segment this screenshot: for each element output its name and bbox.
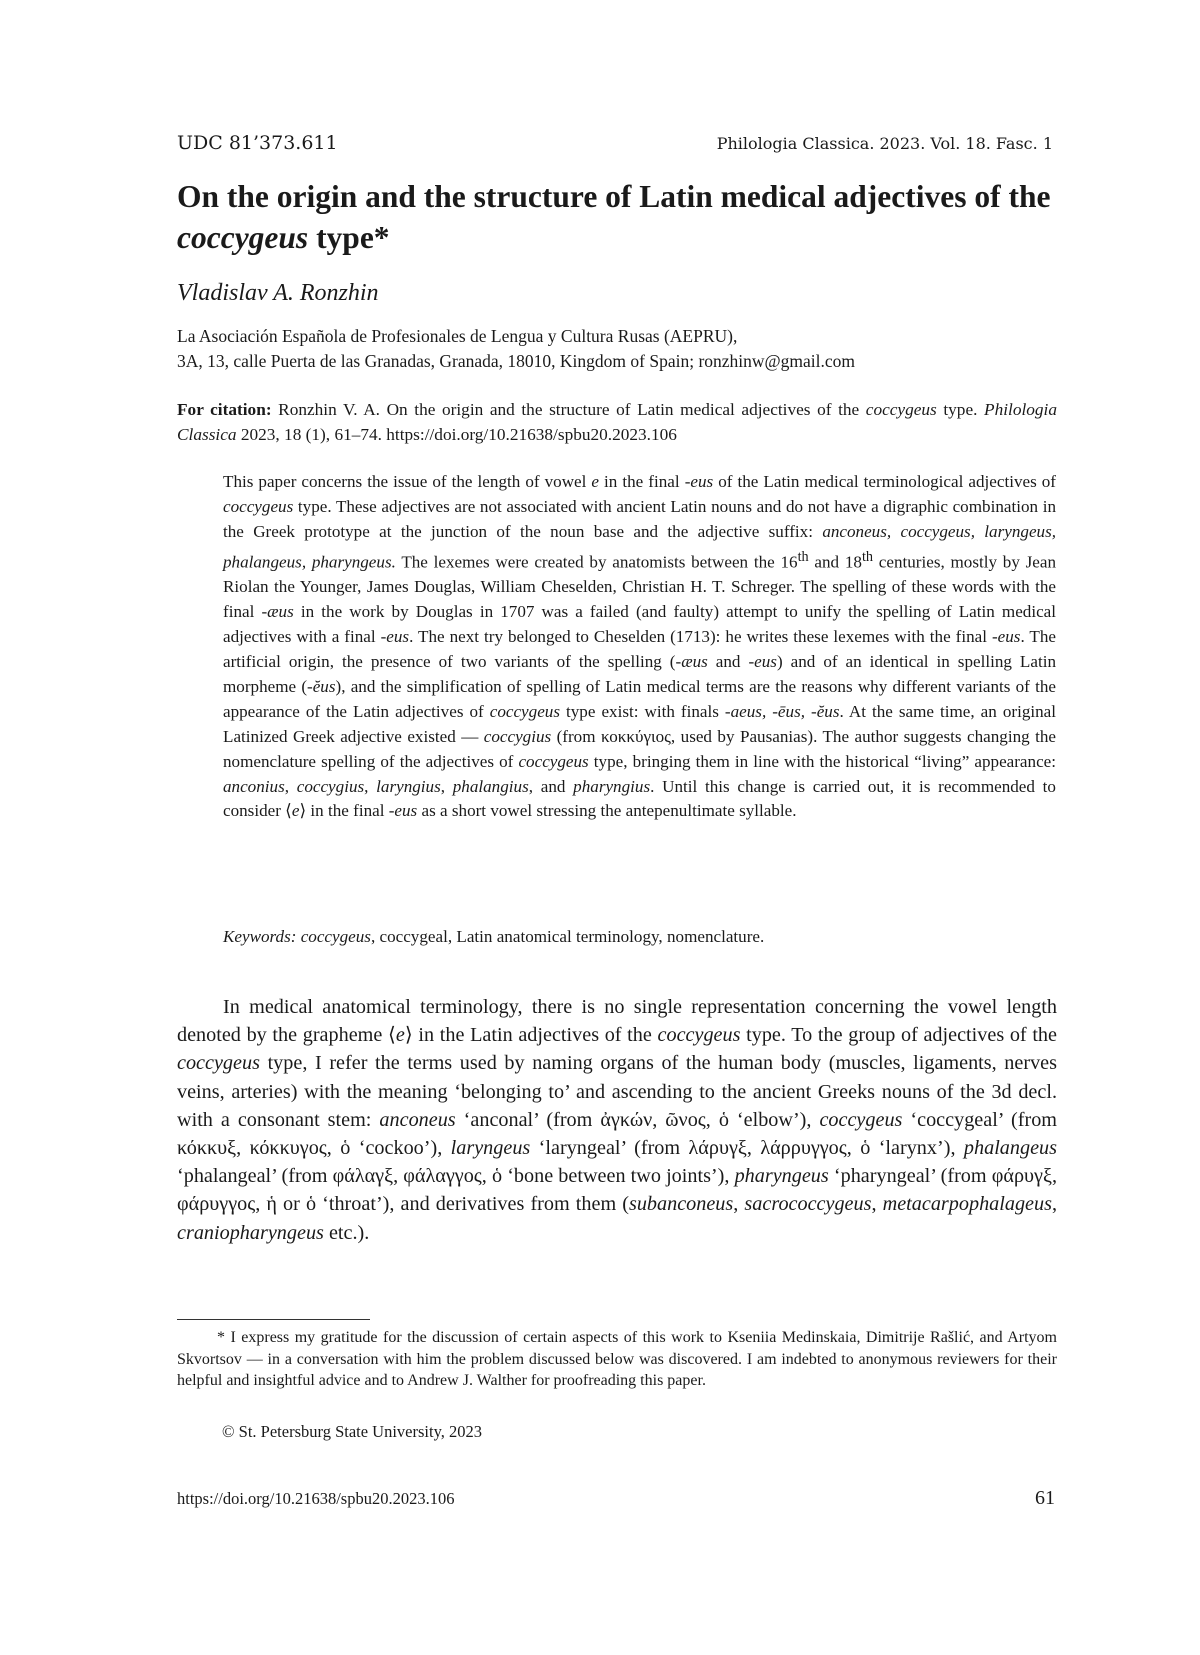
abstract <box>223 470 1056 824</box>
footnote-divider <box>177 1319 370 1320</box>
udc-code: UDC 81’373.611 <box>177 132 338 154</box>
body-paragraph: In medical anatomical terminology, there is no single representation concerning the vowel length denoted by the grapheme ⟨e⟩ in the Latin adjectives of the coccygeus type. To the group of adjectives of the coccygeus type, I refer the terms used by naming organs of the human body (muscles, ligaments, nerves veins, arteries) with the meaning ‘belonging to’ and ascending to the ancient Greeks nouns of the 3d decl. with a consonant stem: anconeus ‘anconal’ (from ἀγκών, ῶνος, ὁ ‘elbow’), coccygeus ‘coccygeal’ (from κόκκυξ, κόκκυγος, ὁ ‘cockoo’), laryngeus ‘laryngeal’ (from λάρυγξ, λάρρυγγος, ὁ ‘larynx’), phalangeus ‘phalangeal’ (from φάλαγξ, φάλαγγος, ὁ ‘bone between two joints’), pharyngeus ‘pharyngeal’ (from φάρυγξ, φάρυγγος, ἡ or ὁ ‘throat’), and derivatives from them (subanconeus, sacrococcygeus, metacarpophalageus, craniopharyngeus etc.). <box>177 996 1058 1244</box>
page-number: 61 <box>1035 1487 1055 1509</box>
author-name: Vladislav A. Ronzhin <box>177 280 379 306</box>
citation-block: For citation: Ronzhin V. A. On the origin and the structure of Latin medical adjectives of the coccygeus type. Philologia Classica 2023, 18 (1), 61–74. https://doi.org/10.21638/spbu20.2023.106 <box>177 400 1057 444</box>
affiliation-address-line: 3A, 13, calle Puerta de las Granadas, Granada, 18010, Kingdom of Spain; ronzhinw@gmail.com <box>177 351 856 371</box>
keywords: Keywords: coccygeus, coccygeal, Latin anatomical terminology, nomenclature. <box>223 927 765 946</box>
copyright-notice: © St. Petersburg State University, 2023 <box>222 1422 483 1441</box>
doi-link[interactable]: https://doi.org/10.21638/spbu20.2023.106 <box>177 1489 455 1508</box>
footnote: * I express my gratitude for the discussion of certain aspects of this work to Kseniia Medinskaia, Dimitrije Rašlić, and Artyom Skvortsov — in a conversation with him the problem discussed below was discovered. I am indebted to anonymous reviewers for their helpful and insightful advice and to Andrew J. Walther for proofreading this paper. <box>177 1329 1057 1390</box>
page-footer <box>177 1487 1055 1510</box>
keywords-label: Keywords: <box>223 927 297 946</box>
author-affiliation <box>177 324 1057 374</box>
citation-label: For citation: <box>177 400 272 419</box>
abstract-text: This paper concerns the issue of the length of vowel e in the final -eus of the Latin medical terminological adjectives of coccygeus type. These adjectives are not associated with ancient Latin nouns and do not have a digraphic combination in the Greek prototype at the junction of the noun base and the adjective suffix: anconeus, coccygeus, laryngeus, phalangeus, pharyngeus. The lexemes were created by anatomists between the 16th and 18th centuries, mostly by Jean Riolan the Younger, James Douglas, William Cheselden, Christian H. T. Schreger. The spelling of these words with the final -æus in the work by Douglas in 1707 was a failed (and faulty) attempt to unify the spelling of Latin medical adjectives with a final -eus. The next try belonged to Cheselden (1713): he writes these lexemes with the final -eus. The artificial origin, the presence of two variants of the spelling (-æus and -eus) and of an identical in spelling Latin morpheme (-ĕus), and the simplification of spelling of Latin medical terms are the reasons why different variants of the appearance of the Latin adjectives of coccygeus type exist: with finals -aeus, -ēus, -ĕus. At the same time, an original Latinized Greek adjective existed — coccygius (from κοκκύγιος, used by Pausanias). The author suggests changing the nomenclature spelling of the adjectives of coccygeus type, bringing them in line with the historical “living” appearance: anconius, coccygius, laryngius, phalangius, and pharyngius. Until this change is carried out, it is recommended to consider ⟨e⟩ in the final -eus as a short vowel stressing the antepenultimate syllable. <box>223 472 1057 821</box>
page-header <box>177 132 1053 154</box>
article-title: On the origin and the structure of Latin medical adjectives of the coccygeus type* <box>177 179 1051 255</box>
journal-reference: Philologia Classica. 2023. Vol. 18. Fasc. 1 <box>716 134 1053 153</box>
affiliation-line: La Asociación Española de Profesionales de Lengua y Cultura Rusas (AEPRU), <box>177 326 738 346</box>
